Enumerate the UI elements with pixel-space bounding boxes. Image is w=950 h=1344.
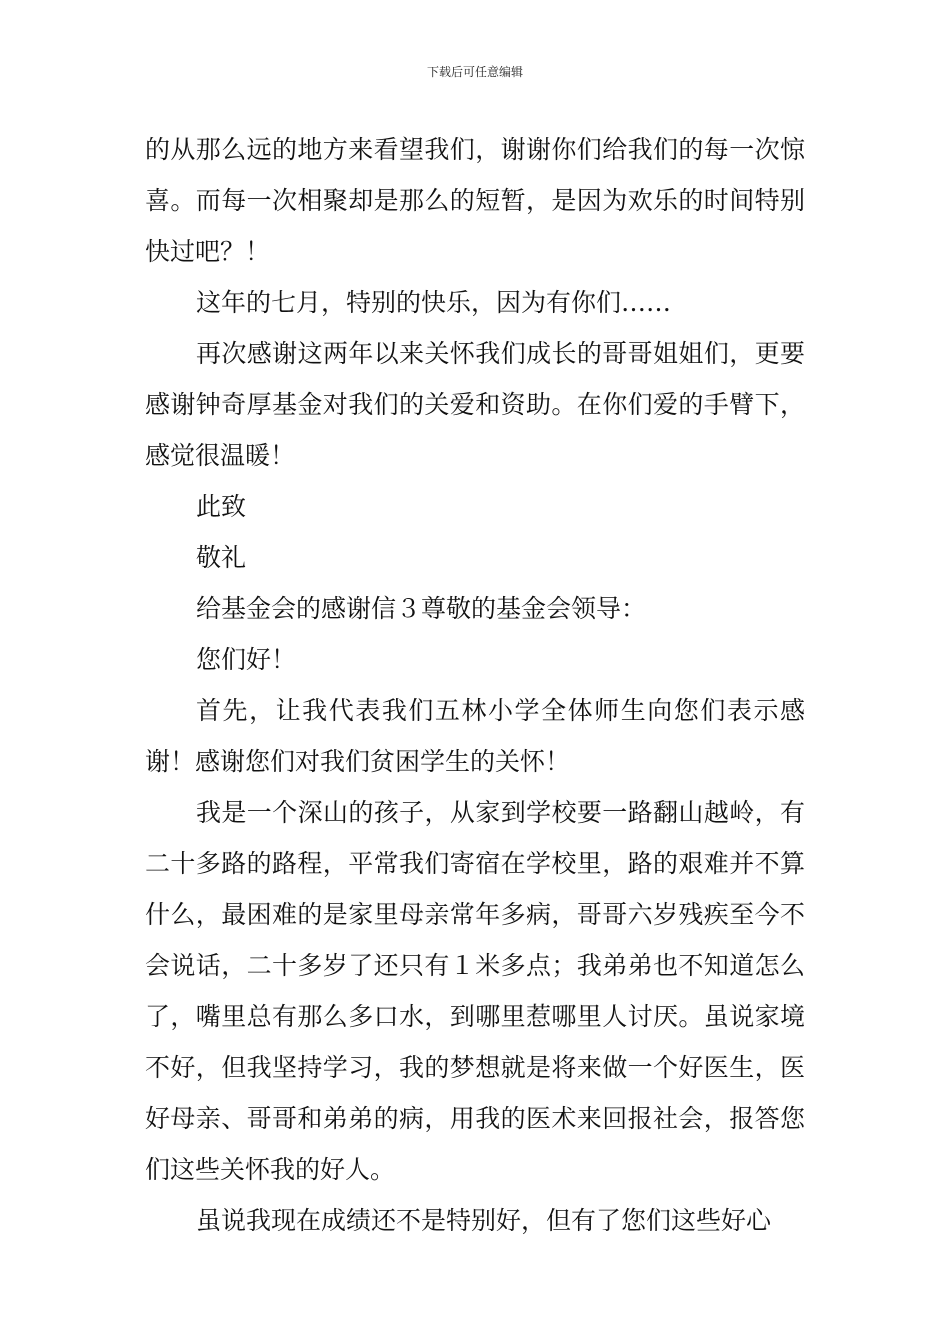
closing-salutation: 此致 xyxy=(196,492,247,521)
paragraph-july: 这年的七月，特别的快乐，因为有你们…… xyxy=(196,288,672,317)
paragraph-continuation: 的从那么远的地方来看望我们，谢谢你们给我们的每一次惊喜。而每一次相聚却是那么的短暂，是因为欢乐的时间特别快过吧？！ xyxy=(145,135,805,266)
paragraph-grades: 虽说我现在成绩还不是特别好，但有了您们这些好心 xyxy=(196,1206,772,1235)
page-header: 下载后可任意编辑 xyxy=(426,65,523,79)
letter-body xyxy=(145,124,805,1246)
letter-title-greeting: 给基金会的感谢信３尊敬的基金会领导： xyxy=(196,594,647,623)
paragraph-first-thanks: 首先，让我代表我们五林小学全体师生向您们表示感谢！感谢您们对我们贫困学生的关怀！ xyxy=(145,696,805,776)
paragraph-background: 我是一个深山的孩子，从家到学校要一路翻山越岭，有二十多路的路程，平常我们寄宿在学校里，路的艰难并不算什么，最困难的是家里母亲常年多病，哥哥六岁残疾至今不会说话，二十多岁了还只有１米多点；我弟弟也不知道怎么了，嘴里总有那么多口水，到哪里惹哪里人讨厌。虽说家境不好，但我坚持学习，我的梦想就是将来做一个好医生，医好母亲、哥哥和弟弟的病，用我的医术来回报社会，报答您们这些关怀我的好人。 xyxy=(145,798,805,1184)
paragraph-thanks-again: 再次感谢这两年以来关怀我们成长的哥哥姐姐们，更要感谢钟奇厚基金对我们的关爱和资助。在你们爱的手臂下，感觉很温暖！ xyxy=(145,339,805,470)
closing-regards: 敬礼 xyxy=(196,543,247,572)
greeting-line: 您们好！ xyxy=(196,645,297,674)
